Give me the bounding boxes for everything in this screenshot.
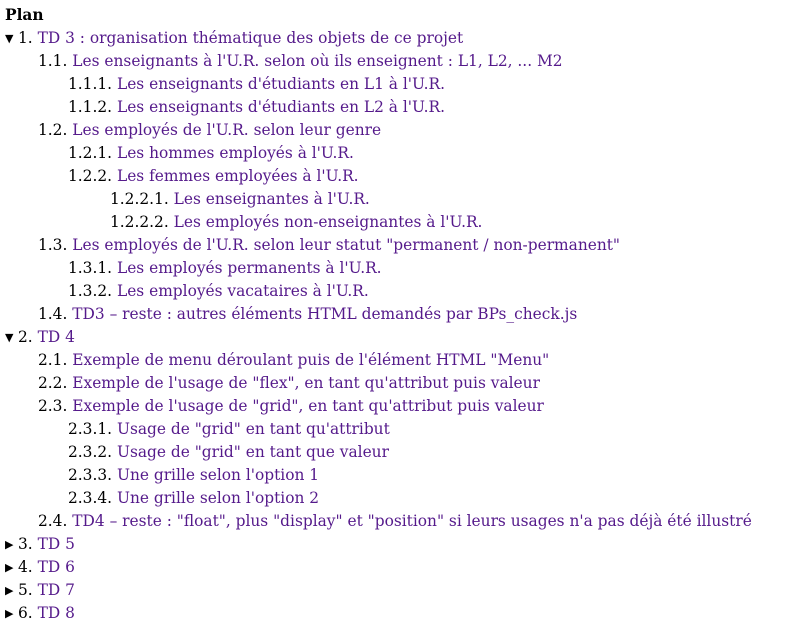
section-link[interactable]: TD 6 — [37, 558, 75, 576]
section-link[interactable]: Les enseignants à l'U.R. selon où ils enseignent : L1, L2, ... M2 — [72, 52, 563, 70]
section-link[interactable]: TD 8 — [37, 604, 75, 622]
disclosure-closed-icon[interactable]: ▶ — [5, 538, 14, 551]
section-number: 1.3.2. — [68, 282, 113, 300]
section-link[interactable]: Les employés de l'U.R. selon leur genre — [72, 121, 382, 139]
disclosure-closed-icon[interactable]: ▶ — [5, 584, 14, 597]
section-number: 1.2.2.1. — [110, 190, 169, 208]
section-number: 1.1. — [38, 52, 68, 70]
section-number: 1.3. — [38, 236, 68, 254]
plan-section[interactable] — [5, 602, 809, 625]
plan-section[interactable] — [5, 326, 809, 349]
disclosure-open-icon[interactable]: ▼ — [5, 32, 14, 45]
section-link[interactable]: Les employés non-enseignantes à l'U.R. — [173, 213, 483, 231]
section-number: 4. — [18, 558, 33, 576]
section-link[interactable]: Les employés vacataires à l'U.R. — [116, 282, 369, 300]
plan-subsection — [5, 165, 809, 188]
section-number: 1.2. — [38, 121, 68, 139]
section-number: 5. — [18, 581, 33, 599]
section-link[interactable]: Exemple de l'usage de "grid", en tant qu'attribut puis valeur — [72, 397, 544, 415]
section-link[interactable]: TD 7 — [37, 581, 75, 599]
section-number: 2.3. — [38, 397, 68, 415]
disclosure-closed-icon[interactable]: ▶ — [5, 561, 14, 574]
section-link[interactable]: Exemple de l'usage de "flex", en tant qu'attribut puis valeur — [72, 374, 540, 392]
section-number: 1. — [18, 29, 33, 47]
plan-subsection — [5, 257, 809, 280]
section-link[interactable]: TD 3 : organisation thématique des objets de ce projet — [37, 29, 464, 47]
disclosure-closed-icon[interactable]: ▶ — [5, 607, 14, 620]
section-number: 2.3.4. — [68, 489, 113, 507]
plan-section[interactable] — [5, 27, 809, 50]
section-link[interactable]: Les femmes employées à l'U.R. — [116, 167, 359, 185]
plan-subsection — [5, 119, 809, 142]
plan-subsection — [5, 234, 809, 257]
plan-outline — [5, 27, 809, 625]
section-link[interactable]: Les employés de l'U.R. selon leur statut "permanent / non-permanent" — [72, 236, 621, 254]
section-number: 1.1.2. — [68, 98, 113, 116]
section-link[interactable]: Exemple de menu déroulant puis de l'élément HTML "Menu" — [72, 351, 550, 369]
section-number: 2.3.1. — [68, 420, 113, 438]
section-link[interactable]: Usage de "grid" en tant que valeur — [116, 443, 389, 461]
section-number: 2.3.3. — [68, 466, 113, 484]
section-number: 1.2.2. — [68, 167, 113, 185]
plan-subsection — [5, 142, 809, 165]
section-number: 3. — [18, 535, 33, 553]
section-number: 2. — [18, 328, 33, 346]
section-number: 1.2.1. — [68, 144, 113, 162]
plan-subsection — [5, 487, 809, 510]
plan-subsection — [5, 211, 809, 234]
plan-subsection — [5, 418, 809, 441]
plan-subsection — [5, 349, 809, 372]
section-number: 1.1.1. — [68, 75, 113, 93]
section-number: 2.2. — [38, 374, 68, 392]
section-link[interactable]: TD 5 — [37, 535, 75, 553]
section-number: 2.4. — [38, 512, 68, 530]
plan-subsection — [5, 96, 809, 119]
section-link[interactable]: Les employés permanents à l'U.R. — [116, 259, 382, 277]
section-number: 1.2.2.2. — [110, 213, 169, 231]
plan-subsection — [5, 441, 809, 464]
plan-subsection — [5, 73, 809, 96]
section-link[interactable]: Usage de "grid" en tant qu'attribut — [116, 420, 390, 438]
section-link[interactable]: Les enseignants d'étudiants en L1 à l'U.R. — [116, 75, 445, 93]
section-number: 2.3.2. — [68, 443, 113, 461]
plan-subsection — [5, 510, 809, 533]
plan-subsection — [5, 188, 809, 211]
plan-section[interactable] — [5, 579, 809, 602]
plan-title: Plan — [5, 6, 44, 24]
section-number: 6. — [18, 604, 33, 622]
section-link[interactable]: Les enseignants d'étudiants en L2 à l'U.R. — [116, 98, 445, 116]
plan-subsection — [5, 50, 809, 73]
section-link[interactable]: TD3 – reste : autres éléments HTML demandés par BPs_check.js — [72, 305, 578, 323]
disclosure-open-icon[interactable]: ▼ — [5, 331, 14, 344]
plan-subsection — [5, 395, 809, 418]
section-number: 2.1. — [38, 351, 68, 369]
section-number: 1.4. — [38, 305, 68, 323]
section-link[interactable]: Une grille selon l'option 1 — [116, 466, 320, 484]
section-link[interactable]: Les enseignantes à l'U.R. — [173, 190, 370, 208]
plan-subsection — [5, 280, 809, 303]
section-number: 1.3.1. — [68, 259, 113, 277]
plan-subsection — [5, 464, 809, 487]
plan-subsection — [5, 372, 809, 395]
section-link[interactable]: Les hommes employés à l'U.R. — [116, 144, 354, 162]
plan-section[interactable] — [5, 533, 809, 556]
section-link[interactable]: TD 4 — [37, 328, 75, 346]
section-link[interactable]: TD4 – reste : "float", plus "display" et "position" si leurs usages n'a pas déjà été illustré — [72, 512, 752, 530]
section-link[interactable]: Une grille selon l'option 2 — [116, 489, 320, 507]
plan-section[interactable] — [5, 556, 809, 579]
plan-subsection — [5, 303, 809, 326]
